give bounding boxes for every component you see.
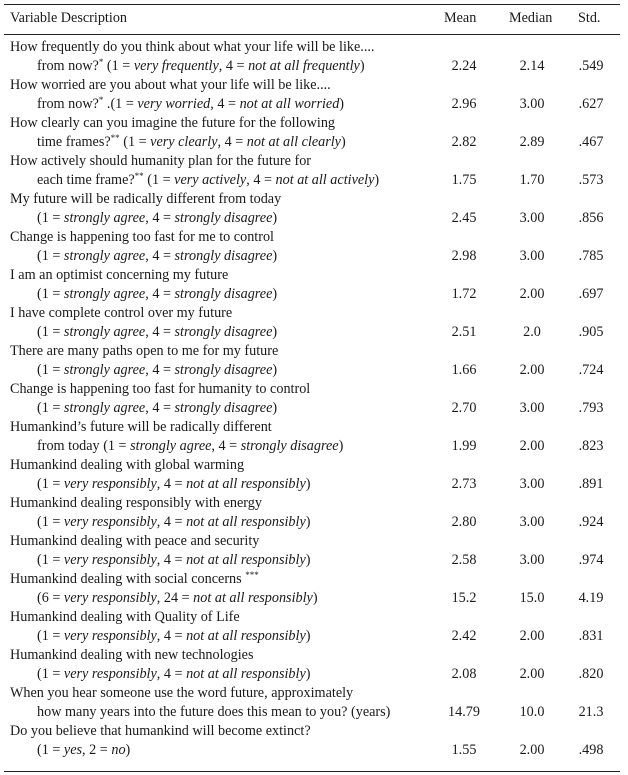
std-value: .498 (578, 742, 604, 758)
std-value: .823 (578, 438, 604, 454)
header-mean: Mean (444, 10, 477, 26)
std-value: .793 (578, 400, 604, 416)
variable-scale: each time frame?** (1 = very actively, 4 = not at all actively) (37, 171, 380, 188)
std-value: .924 (578, 514, 604, 530)
median-value: 2.14 (519, 58, 545, 74)
variable-scale: (1 = strongly agree, 4 = strongly disagree) (37, 362, 278, 378)
median-value: 2.00 (519, 286, 545, 302)
bottom-rule (4, 771, 620, 772)
variable-question: How frequently do you think about what your life will be like.... (10, 39, 375, 55)
mean-value: 2.70 (451, 400, 477, 416)
variable-scale: from today (1 = strongly agree, 4 = strongly disagree) (37, 438, 344, 454)
mean-value: 1.55 (451, 742, 477, 758)
variable-question: Humankind dealing with Quality of Life (10, 609, 240, 625)
variable-question: Humankind dealing responsibly with energy (10, 495, 262, 511)
mean-value: 2.96 (451, 96, 477, 112)
median-value: 3.00 (519, 552, 545, 568)
mean-value: 2.82 (451, 134, 477, 150)
median-value: 3.00 (519, 514, 545, 530)
mean-value: 2.51 (451, 324, 477, 340)
mean-value: 1.72 (451, 286, 477, 302)
variable-question: Humankind dealing with global warming (10, 457, 245, 473)
variable-question: Humankind dealing with new technologies (10, 647, 254, 663)
variable-question: Humankind dealing with social concerns *** (10, 570, 259, 587)
variable-question: How actively should humanity plan for the future for (10, 153, 312, 169)
variable-question: Do you believe that humankind will become extinct? (10, 723, 311, 739)
std-value: .820 (578, 666, 604, 682)
mean-value: 2.24 (451, 58, 477, 74)
mean-value: 1.66 (451, 362, 477, 378)
variable-scale: (1 = strongly agree, 4 = strongly disagree) (37, 248, 278, 264)
header-median: Median (509, 10, 553, 26)
variable-scale: (1 = yes, 2 = no) (37, 742, 131, 758)
mean-value: 1.75 (451, 172, 477, 188)
std-value: 4.19 (578, 590, 604, 606)
median-value: 3.00 (519, 400, 545, 416)
median-value: 2.00 (519, 742, 545, 758)
median-value: 1.70 (519, 172, 545, 188)
median-value: 2.89 (519, 134, 545, 150)
median-value: 3.00 (519, 476, 545, 492)
variable-question: How clearly can you imagine the future for the following (10, 115, 336, 131)
std-value: .697 (578, 286, 604, 302)
std-value: .627 (578, 96, 604, 112)
variable-scale: (1 = strongly agree, 4 = strongly disagree) (37, 210, 278, 226)
variable-question: Humankind’s future will be radically different (10, 419, 272, 435)
variable-scale: from now?* .(1 = very worried, 4 = not at all worried) (37, 95, 345, 112)
variable-question: Change is happening too fast for humanity to control (10, 381, 311, 397)
header-std: Std. (578, 10, 601, 26)
mean-value: 2.58 (451, 552, 477, 568)
median-value: 2.0 (523, 324, 541, 340)
std-value: .467 (578, 134, 604, 150)
mean-value: 2.80 (451, 514, 477, 530)
variable-question: Change is happening too fast for me to control (10, 229, 274, 245)
variable-scale: how many years into the future does this mean to you? (years) (37, 704, 391, 720)
header-variable-description: Variable Description (10, 10, 128, 26)
variable-question: Humankind dealing with peace and security (10, 533, 260, 549)
std-value: .856 (578, 210, 604, 226)
mean-value: 2.98 (451, 248, 477, 264)
variable-scale: from now?* (1 = very frequently, 4 = not at all frequently) (37, 57, 365, 74)
variable-question: My future will be radically different from today (10, 191, 282, 207)
variable-scale: (1 = very responsibly, 4 = not at all responsibly) (37, 666, 311, 682)
mean-value: 2.45 (451, 210, 477, 226)
variable-question: I have complete control over my future (10, 305, 233, 321)
header-rule (4, 34, 620, 35)
variable-scale: (1 = very responsibly, 4 = not at all responsibly) (37, 552, 311, 568)
median-value: 2.00 (519, 362, 545, 378)
std-value: .549 (578, 58, 604, 74)
variable-scale: (6 = very responsibly, 24 = not at all responsibly) (37, 590, 318, 606)
variable-question: When you hear someone use the word future, approximately (10, 685, 354, 701)
std-value: .974 (578, 552, 604, 568)
mean-value: 2.42 (451, 628, 477, 644)
median-value: 10.0 (519, 704, 545, 720)
variable-scale: (1 = very responsibly, 4 = not at all responsibly) (37, 514, 311, 530)
median-value: 3.00 (519, 248, 545, 264)
std-value: .891 (578, 476, 604, 492)
std-value: .905 (578, 324, 604, 340)
median-value: 2.00 (519, 438, 545, 454)
median-value: 3.00 (519, 210, 545, 226)
top-rule (4, 4, 620, 5)
variable-question: There are many paths open to me for my future (10, 343, 279, 359)
median-value: 15.0 (519, 590, 545, 606)
std-value: .573 (578, 172, 604, 188)
mean-value: 15.2 (451, 590, 477, 606)
std-value: 21.3 (578, 704, 604, 720)
variable-scale: (1 = strongly agree, 4 = strongly disagree) (37, 286, 278, 302)
std-value: .831 (578, 628, 604, 644)
mean-value: 2.73 (451, 476, 477, 492)
variable-scale: time frames?** (1 = very clearly, 4 = not at all clearly) (37, 133, 346, 150)
variable-scale: (1 = strongly agree, 4 = strongly disagree) (37, 400, 278, 416)
mean-value: 14.79 (448, 704, 480, 720)
mean-value: 2.08 (451, 666, 477, 682)
variable-question: I am an optimist concerning my future (10, 267, 229, 283)
std-value: .724 (578, 362, 604, 378)
variable-scale: (1 = very responsibly, 4 = not at all responsibly) (37, 628, 311, 644)
mean-value: 1.99 (451, 438, 477, 454)
variable-scale: (1 = strongly agree, 4 = strongly disagree) (37, 324, 278, 340)
median-value: 2.00 (519, 628, 545, 644)
std-value: .785 (578, 248, 604, 264)
variable-question: How worried are you about what your life will be like.... (10, 77, 331, 93)
median-value: 2.00 (519, 666, 545, 682)
variable-scale: (1 = very responsibly, 4 = not at all responsibly) (37, 476, 311, 492)
median-value: 3.00 (519, 96, 545, 112)
